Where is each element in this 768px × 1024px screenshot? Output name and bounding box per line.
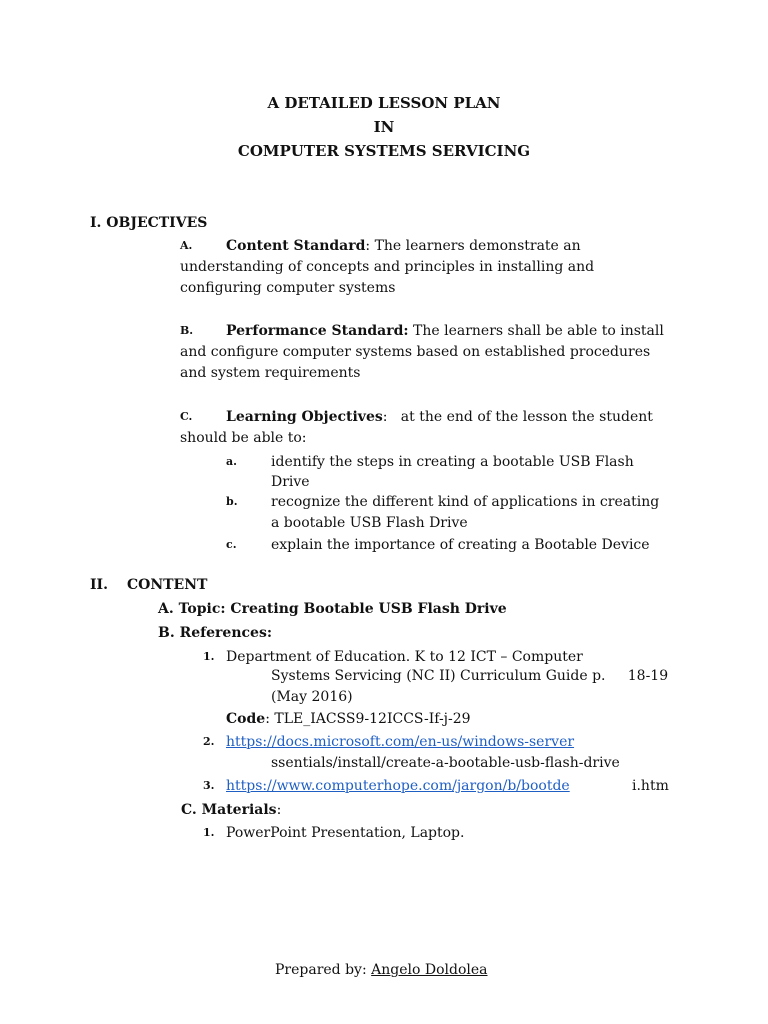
content-standard-line2: understanding of concepts and principles in installing and [180, 259, 595, 275]
objectives-heading: I. OBJECTIVES [90, 215, 208, 231]
document-title-line3: COMPUTER SYSTEMS SERVICING [237, 142, 531, 160]
objective-item-b-line1: recognize the different kind of applications in creating [271, 494, 660, 510]
objective-item-b-line2: a bootable USB Flash Drive [271, 515, 468, 531]
learning-objectives-marker: C. [180, 410, 193, 423]
reference-code-line [226, 709, 471, 729]
reference-3-marker: 3. [203, 779, 215, 792]
performance-standard-line1 [226, 321, 664, 341]
reference-1-line3: (May 2016) [271, 689, 353, 705]
objective-item-b-marker: b. [226, 495, 238, 508]
performance-standard-line2: and configure computer systems based on established procedures [180, 344, 651, 360]
learning-objectives-label: Learning Objectives [226, 409, 383, 425]
objective-item-a-line2: Drive [271, 474, 310, 490]
reference-3-link[interactable]: https://www.computerhope.com/jargon/b/bootde [226, 778, 570, 794]
document-title-line2: IN [373, 118, 395, 136]
objective-item-c-line1: explain the importance of creating a Bootable Device [271, 537, 650, 553]
learning-objectives-line1 [226, 407, 653, 427]
material-1-marker: 1. [203, 826, 215, 839]
topic-line: A. Topic: Creating Bootable USB Flash Drive [158, 601, 507, 617]
performance-standard-line3: and system requirements [180, 365, 361, 381]
prepared-by-name: Angelo Doldolea [371, 962, 488, 978]
material-1-text: PowerPoint Presentation, Laptop. [226, 825, 465, 841]
content-standard-line3: configuring computer systems [180, 280, 396, 296]
performance-standard-label: Performance Standard: [226, 323, 409, 339]
content-standard-sep: : [365, 238, 371, 254]
learning-objectives-text1: at the end of the lesson the student [387, 409, 653, 425]
reference-1-line2: Systems Servicing (NC II) Curriculum Guide p. 18-19 [271, 668, 669, 684]
content-numeral: II. [90, 577, 108, 593]
content-standard-marker: A. [180, 239, 193, 252]
materials-sep: : [276, 802, 282, 818]
objective-item-a-marker: a. [226, 455, 237, 468]
reference-2-line2: ssentials/install/create-a-bootable-usb-flash-drive [271, 755, 620, 771]
reference-1-line1: Department of Education. K to 12 ICT – Computer [226, 649, 583, 665]
reference-2-marker: 2. [203, 735, 215, 748]
content-standard-text1: The learners demonstrate an [370, 238, 581, 254]
reference-code-value: : TLE_IACSS9-12ICCS-If-j-29 [265, 711, 471, 727]
prepared-by [275, 960, 488, 980]
content-heading: CONTENT [127, 577, 208, 593]
learning-objectives-sep: : [382, 409, 388, 425]
reference-code-label: Code [226, 711, 266, 727]
reference-3-tail: i.htm [632, 778, 669, 794]
materials-label: C. Materials [181, 802, 277, 818]
references-heading: B. References: [158, 625, 272, 641]
content-standard-line1 [226, 236, 581, 256]
objective-item-c-marker: c. [226, 538, 237, 551]
prepared-by-label: Prepared by: [275, 962, 372, 978]
reference-1-marker: 1. [203, 650, 215, 663]
reference-2-link[interactable]: https://docs.microsoft.com/en-us/windows-server [226, 734, 575, 750]
performance-standard-text1: The learners shall be able to install [408, 323, 664, 339]
document-title-line1: A DETAILED LESSON PLAN [267, 94, 501, 112]
content-standard-label: Content Standard [226, 238, 366, 254]
materials-heading [181, 800, 281, 820]
performance-standard-marker: B. [180, 324, 194, 337]
learning-objectives-line2: should be able to: [180, 430, 307, 446]
objective-item-a-line1: identify the steps in creating a bootable USB Flash [271, 454, 634, 470]
